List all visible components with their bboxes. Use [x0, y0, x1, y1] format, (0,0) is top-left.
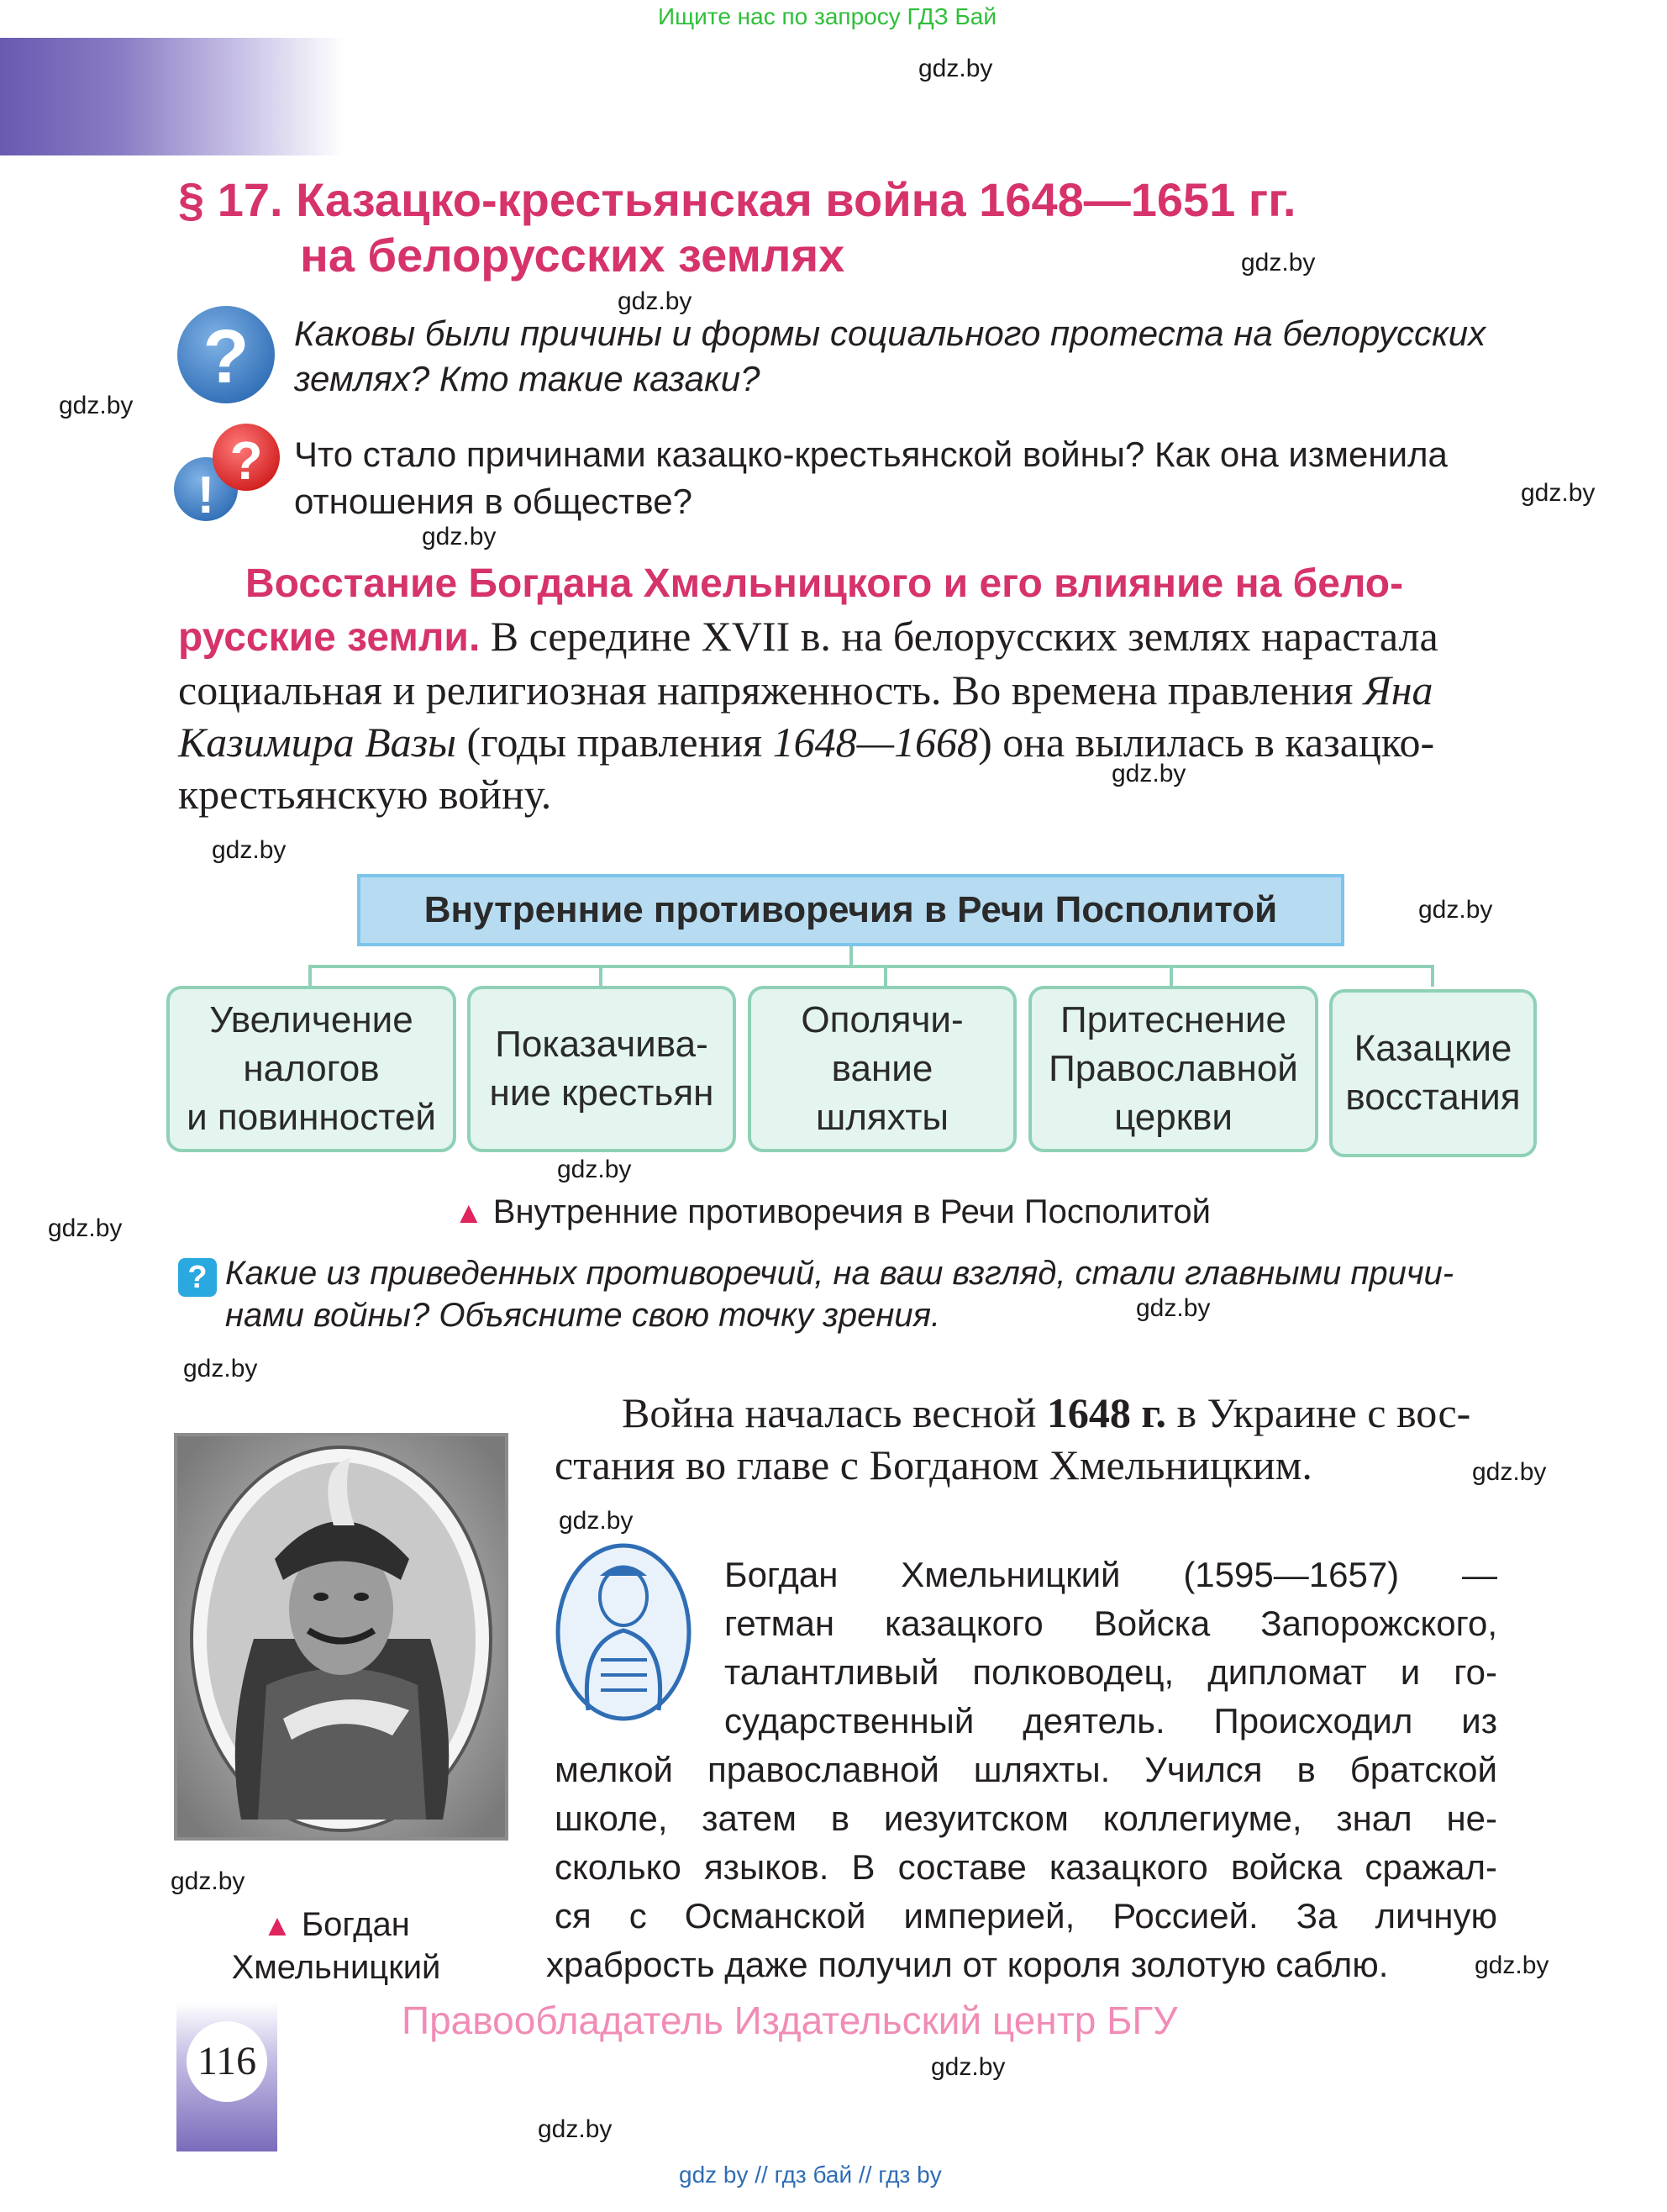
watermark: gdz.by — [618, 287, 692, 315]
svg-text:?: ? — [202, 315, 250, 399]
section-line-3: социальная и религиозная напряженность. Во времена правления — [178, 666, 1364, 714]
watermark: gdz.by — [183, 1355, 258, 1382]
diagram-box-taxes — [166, 986, 456, 1152]
copyright: Правообладатель Издательский центр БГУ — [402, 1999, 1178, 2042]
header-band — [0, 38, 344, 155]
title-line-1: § 17. Казацко-крестьянская война 1648—1651 гг. — [178, 173, 1296, 226]
bio-line: ся с Османской империей, Россией. За личную — [555, 1896, 1497, 1936]
diagram-connector — [1170, 965, 1173, 987]
bio-line: сколько языков. В составе казацкого войска сражал- — [555, 1847, 1497, 1887]
page-number: 116 — [187, 2021, 267, 2102]
top-banner[interactable]: Ищите нас по запросу ГДЗ Бай — [658, 3, 997, 29]
box-text: и повинностей — [187, 1097, 436, 1138]
watermark: gdz.by — [559, 1507, 634, 1535]
bio-line: Богдан Хмельницкий (1595—1657) — — [724, 1555, 1497, 1594]
section-line-4: (годы правления — [456, 719, 773, 766]
question-mark-icon: ? — [178, 1258, 217, 1297]
box-text: налогов — [243, 1048, 380, 1089]
diagram-connector — [308, 965, 1434, 968]
box-text: шляхты — [815, 1097, 949, 1138]
watermark: gdz.by — [1241, 249, 1316, 276]
question-1-line-2: землях? Кто такие казаки? — [294, 359, 760, 398]
diagram-box-polonization — [748, 986, 1017, 1152]
watermark: gdz.by — [1521, 479, 1596, 507]
question-icon — [174, 303, 278, 407]
watermark: gdz.by — [1472, 1458, 1547, 1486]
svg-text:!: ! — [197, 466, 215, 524]
section-heading: Восстание Богдана Хмельницкого и его влияние на бело- — [245, 561, 1404, 606]
reign-years: 1648—1668 — [772, 719, 979, 766]
diagram-title: Внутренние противоречия в Речи Посполитой — [357, 874, 1344, 946]
bio-line: сударственный деятель. Происходил из — [724, 1701, 1497, 1741]
section-heading-cont: русские земли. — [178, 615, 481, 660]
page-title — [178, 172, 1296, 283]
war-start-line-1-end: в Украине с вос- — [1165, 1389, 1471, 1436]
question-2 — [294, 431, 1448, 525]
box-text: ние крестьян — [489, 1072, 714, 1114]
bio-line: гетман казацкого Войска Запорожского, — [724, 1604, 1497, 1643]
box-text: восстания — [1345, 1077, 1521, 1118]
box-text: церкви — [1114, 1097, 1233, 1138]
watermark: gdz.by — [171, 1867, 245, 1895]
watermark: gdz.by — [48, 1214, 123, 1242]
watermark: gdz.by — [1418, 896, 1493, 924]
task-question — [225, 1252, 1454, 1336]
war-start-year: 1648 г. — [1046, 1389, 1166, 1436]
portrait-caption-line-1: Богдан — [301, 1906, 410, 1943]
watermark: gdz.by — [422, 523, 497, 550]
war-start-line-2: стания во главе с Богданом Хмельницким. — [555, 1441, 1312, 1488]
watermark: gdz.by — [557, 1156, 632, 1183]
bio-line: школе, затем в иезуитском коллегиуме, знал не- — [555, 1799, 1497, 1838]
watermark: gdz.by — [1136, 1294, 1211, 1322]
ruler-name-cont: Казимира Вазы — [178, 719, 457, 766]
triangle-icon: ▲ — [454, 1195, 484, 1230]
box-text: Православной — [1049, 1048, 1298, 1089]
diagram-caption — [454, 1193, 1211, 1231]
diagram-box-uprisings — [1329, 989, 1537, 1157]
diagram-connector — [599, 965, 602, 987]
portrait-image — [174, 1433, 508, 1841]
question-2-line-2: отношения в обществе? — [294, 482, 692, 521]
watermark: gdz.by — [1112, 760, 1186, 787]
diagram-connector — [1431, 965, 1434, 987]
exclamation-question-icon — [172, 420, 281, 525]
watermark: gdz.by — [931, 2053, 1006, 2081]
task-line-2: нами войны? Объясните свою точку зрения. — [225, 1297, 941, 1334]
watermark: gdz.by — [212, 836, 287, 864]
diagram-connector — [308, 965, 312, 987]
watermark: gdz.by — [918, 55, 993, 82]
task-line-1: Какие из приведенных противоречий, на ваш взгляд, стали главными причи- — [225, 1255, 1454, 1292]
portrait-caption-line-2: Хмельницкий — [231, 1949, 441, 1986]
box-text: Показачива- — [495, 1024, 708, 1065]
bio-text-top — [724, 1551, 1497, 1746]
section-line-4-end: ) она вылилась в казацко- — [978, 719, 1435, 766]
bio-line: храбрость даже получил от короля золотую саблю. — [546, 1945, 1389, 1984]
portrait-caption — [223, 1904, 450, 1988]
title-line-2: на белорусских землях — [300, 229, 845, 282]
box-text: Притеснение — [1060, 999, 1286, 1040]
ruler-name: Яна — [1363, 666, 1433, 714]
svg-text:?: ? — [229, 430, 263, 491]
diagram-box-oppression — [1028, 986, 1318, 1152]
diagram-connector — [884, 965, 887, 987]
watermark: gdz.by — [1475, 1951, 1549, 1979]
question-1-line-1: Каковы были причины и формы социального протеста на белорусских — [294, 313, 1486, 353]
section-line-2: В середине XVII в. на белорусских землях нарастала — [480, 613, 1438, 660]
watermark: gdz.by — [59, 392, 134, 419]
bio-medallion-icon — [555, 1542, 693, 1723]
box-text: вание — [831, 1048, 933, 1089]
section-line-5: крестьянскую войну. — [178, 771, 552, 818]
war-start-line-1: Война началась весной — [622, 1389, 1047, 1436]
diagram-caption-text: Внутренние противоречия в Речи Посполитой — [492, 1193, 1212, 1230]
bottom-links[interactable]: gdz by // гдз бай // гдз by — [679, 2162, 942, 2188]
box-text: Увеличение — [209, 999, 413, 1040]
triangle-icon: ▲ — [262, 1908, 292, 1942]
bio-line: мелкой православной шляхты. Учился в братской — [555, 1750, 1497, 1789]
bio-text-bottom — [546, 1746, 1497, 1989]
section-text — [178, 556, 1531, 820]
box-text: Ополячи- — [801, 999, 964, 1040]
question-2-line-1: Что стало причинами казацко-крестьянской войны? Как она изменила — [294, 434, 1448, 474]
question-1 — [294, 311, 1486, 402]
bio-line: талантливый полководец, дипломат и го- — [724, 1652, 1497, 1692]
diagram-box-cossackization — [467, 986, 736, 1152]
war-start-text — [555, 1387, 1538, 1491]
box-text: Казацкие — [1354, 1028, 1512, 1069]
diagram-connector — [849, 946, 853, 966]
watermark: gdz.by — [538, 2115, 613, 2143]
